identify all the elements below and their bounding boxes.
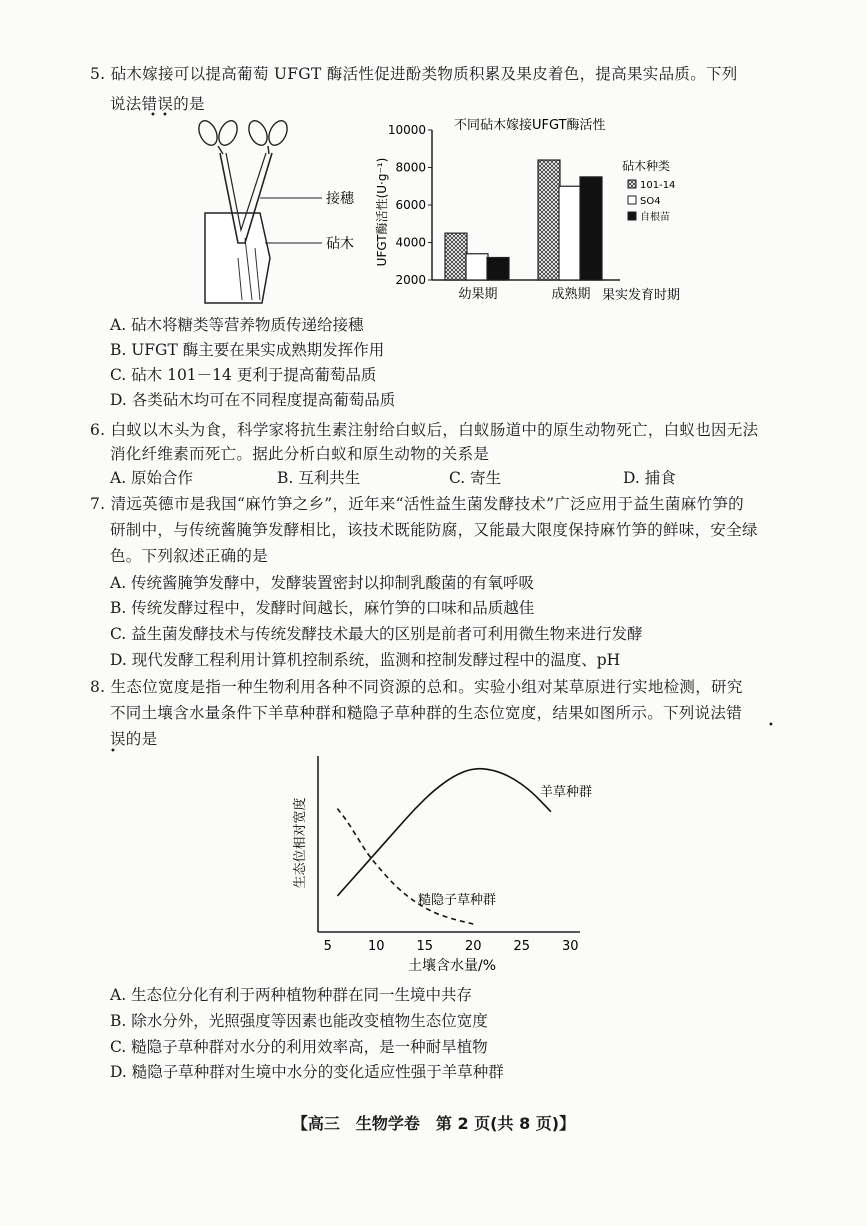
q8-option-d[interactable]: D. 糙隐子草种群对生境中水分的变化适应性强于羊草种群 [110,1063,504,1081]
legend-label: SO4 [640,196,661,207]
bar-y-tick-label: 2000 [395,273,426,287]
emphasis-dot: • [110,746,116,757]
q6-option-b[interactable]: B. 互利共生 [277,469,361,487]
page-footer: 【高三 生物学卷 第 2 页(共 8 页)】 [291,1114,576,1133]
bar-SO4 [466,254,488,280]
bar-y-tick-label: 4000 [395,235,426,250]
line-chart-ylabel: 生态位相对宽度 [293,797,308,889]
legend-label: 自根苗 [640,212,670,223]
line-chart-xlabel: 土壤含水量/% [408,958,497,974]
bar-chart-xlabel: 果实发育时期 [602,288,681,303]
q5-stem-line2: 说法错误的是 [110,95,205,113]
niche-width-line-chart [290,748,620,978]
bar-y-tick-label: 10000 [387,123,426,137]
q7-stem-line2: 研制中，与传统酱腌笋发酵相比，该技术既能防腐，又能最大限度保持麻竹笋的鲜味，安全绿 [110,521,758,539]
q7-option-a[interactable]: A. 传统酱腌笋发酵中，发酵装置密封以抑制乳酸菌的有氧呼吸 [110,574,535,592]
bar-SO4 [559,186,581,280]
bar-y-tick-label: 8000 [395,160,426,175]
bar-x-category-label: 成熟期 [551,287,591,302]
legend-swatch [628,212,636,220]
series-label: 羊草种群 [540,785,593,800]
q6-option-a[interactable]: A. 原始合作 [110,469,194,487]
bar-legend-title: 砧木种类 [622,159,671,173]
q6-option-d[interactable]: D. 捕食 [623,469,676,487]
q5-option-b[interactable]: B. UFGT 酶主要在果实成熟期发挥作用 [110,341,385,359]
q6-stem-line2: 消化纤维素而死亡。据此分析白蚁和原生动物的关系是 [110,445,490,463]
emphasis-dot: • [150,110,156,121]
q5-option-d[interactable]: D. 各类砧木均可在不同程度提高葡萄品质 [110,391,396,409]
grafting-figure [190,118,380,308]
bar-101-14 [445,233,467,280]
q6-option-c[interactable]: C. 寄生 [449,469,502,487]
line-x-tick-label: 20 [464,939,482,954]
bar-x-category-label: 幼果期 [458,287,498,302]
bar-chart-ylabel: UFGT酶活性(U·g⁻¹) [375,157,389,267]
q5-stem-line1: 5. 砧木嫁接可以提高葡萄 UFGT 酶活性促进酚类物质积累及果皮着色，提高果实品质。下列 [90,65,738,83]
bar-y-tick-label: 6000 [395,198,426,212]
line-x-tick-label: 30 [562,939,579,954]
q5-option-a[interactable]: A. 砧木将糖类等营养物质传递给接穗 [110,316,364,334]
q8-stem-line2: 不同土壤含水量条件下羊草种群和糙隐子草种群的生态位宽度，结果如图所示。下列说法错 [110,704,743,722]
q7-stem-line1: 7. 清远英德市是我国“麻竹笋之乡”，近年来“活性益生菌发酵技术”广泛应用于益生菌麻竹笋的 [90,495,744,513]
scion-label: 接穗 [326,191,354,207]
q7-option-b[interactable]: B. 传统发酵过程中，发酵时间越长，麻竹笋的口味和品质越佳 [110,599,535,617]
bar-chart-title: 不同砧木嫁接UFGT酶活性 [454,118,606,133]
legend-swatch [628,180,636,188]
legend-label: 101-14 [640,180,676,191]
line-x-tick-label: 10 [367,939,385,954]
line-x-tick-label: 25 [513,939,531,954]
bar-自根苗 [580,177,602,280]
emphasis-dot: • [768,720,774,731]
q8-stem-line1: 8. 生态位宽度是指一种生物利用各种不同资源的总和。实验小组对某草原进行实地检测，研究 [90,678,743,696]
q5-option-c[interactable]: C. 砧木 101－14 更利于提高葡萄品质 [110,366,377,384]
line-x-tick-label: 5 [323,939,332,954]
line-x-tick-label: 15 [416,939,434,954]
bar-101-14 [538,160,560,280]
emphasis-dot: • [162,110,168,121]
q7-option-c[interactable]: C. 益生菌发酵技术与传统发酵技术最大的区别是前者可利用微生物来进行发酵 [110,625,643,643]
bar-自根苗 [487,258,509,281]
q8-option-c[interactable]: C. 糙隐子草种群对水分的利用效率高，是一种耐旱植物 [110,1038,488,1056]
ufgt-bar-chart [370,112,710,307]
rootstock-label: 砧木 [326,236,354,252]
q7-option-d[interactable]: D. 现代发酵工程利用计算机控制系统，监测和控制发酵过程中的温度、pH [110,651,621,669]
q8-option-b[interactable]: B. 除水分外，光照强度等因素也能改变植物生态位宽度 [110,1012,488,1030]
q8-stem-line3: 误的是 [110,730,158,748]
series-label: 糙隐子草种群 [418,893,497,908]
series-line-羊草种群 [337,769,550,896]
q8-option-a[interactable]: A. 生态位分化有利于两种植物种群在同一生境中共存 [110,986,473,1004]
q7-stem-line3: 色。下列叙述正确的是 [110,547,269,565]
legend-swatch [628,196,636,204]
q6-stem-line1: 6. 白蚁以木头为食，科学家将抗生素注射给白蚁后，白蚁肠道中的原生动物死亡，白蚁也因无法 [90,421,759,439]
